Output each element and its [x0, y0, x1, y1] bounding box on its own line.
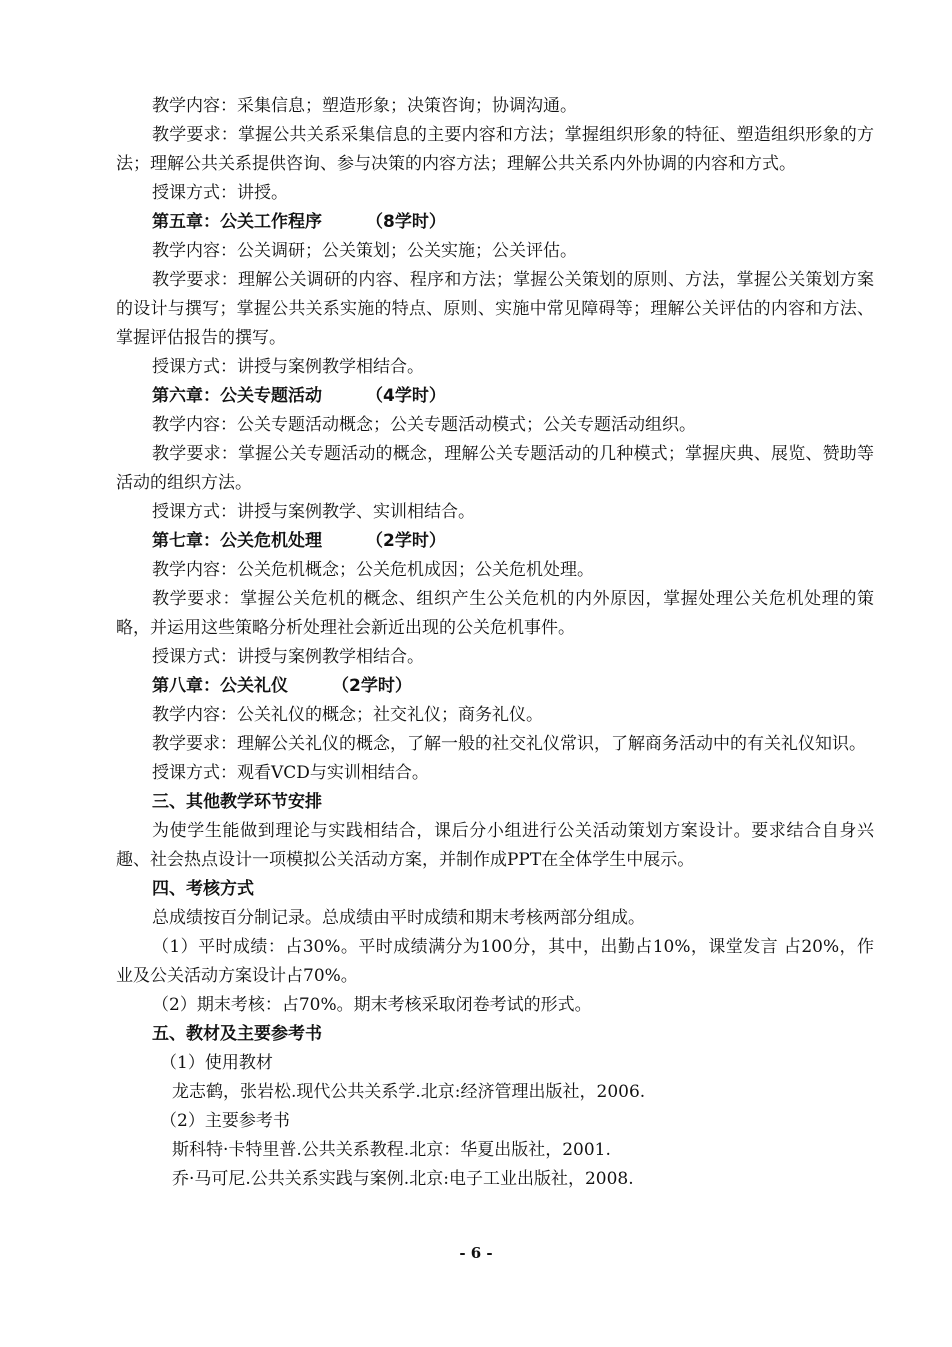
teaching-content-ch4: 教学内容：采集信息；塑造形象；决策咨询；协调沟通。: [152, 96, 577, 116]
page-number: - 6 -: [459, 1244, 493, 1262]
teaching-content-ch5: 教学内容：公关调研；公关策划；公关实施；公关评估。: [152, 241, 577, 261]
chapter-5-title: 第五章：公关工作程序: [152, 212, 322, 232]
textbook-label: （1）使用教材: [160, 1053, 273, 1073]
teaching-content-ch8: 教学内容：公关礼仪的概念；社交礼仪；商务礼仪。: [152, 705, 543, 725]
chapter-6-heading: [116, 382, 874, 411]
chapter-5-heading: [116, 208, 874, 237]
chapter-6-hours: （4学时）: [366, 386, 446, 406]
teaching-content-ch6: 教学内容：公关专题活动概念；公关专题活动模式；公关专题活动组织。: [152, 415, 696, 435]
teaching-requirements-ch7: 教学要求：掌握公关危机的概念、组织产生公关危机的内外原因，掌握处理公关危机处理的策略，并运用这些策略分析处理社会新近出现的公关危机事件。: [116, 589, 874, 638]
other-teaching-paragraph: 为使学生能做到理论与实践相结合，课后分小组进行公关活动策划方案设计。要求结合自身兴趣、社会热点设计一项模拟公关活动方案，并制作成PPT在全体学生中展示。: [116, 821, 874, 870]
teaching-method-ch7: 授课方式：讲授与案例教学相结合。: [152, 647, 424, 667]
teaching-method-ch5: 授课方式：讲授与案例教学相结合。: [152, 357, 424, 377]
chapter-5-hours: （8学时）: [366, 212, 446, 232]
chapter-8-heading: [116, 672, 874, 701]
grading-final: （2）期末考核：占70%。期末考核采取闭卷考试的形式。: [152, 995, 592, 1015]
chapter-7-hours: （2学时）: [366, 531, 446, 551]
chapter-8-hours: （2学时）: [332, 676, 412, 696]
teaching-method-ch8: 授课方式：观看VCD与实训相结合。: [152, 763, 429, 783]
reference-entry-2: 乔·马可尼.公共关系实践与案例.北京:电子工业出版社，2008.: [172, 1169, 634, 1189]
teaching-requirements-ch6: 教学要求：掌握公关专题活动的概念，理解公关专题活动的几种模式；掌握庆典、展览、赞助等活动的组织方法。: [116, 444, 874, 493]
section-3-heading: 三、其他教学环节安排: [152, 792, 322, 812]
grading-overview: 总成绩按百分制记录。总成绩由平时成绩和期末考核两部分组成。: [152, 908, 645, 928]
section-4-heading: 四、考核方式: [152, 879, 254, 899]
teaching-requirements-ch8: 教学要求：理解公关礼仪的概念，了解一般的社交礼仪常识，了解商务活动中的有关礼仪知识。: [152, 734, 866, 754]
grading-regular: （1）平时成绩：占30%。平时成绩满分为100分，其中，出勤占10%，课堂发言 占20%，作业及公关活动方案设计占70%。: [116, 937, 874, 986]
chapter-8-title: 第八章：公关礼仪: [152, 676, 288, 696]
document-body: [116, 92, 874, 1194]
textbook-entry: 龙志鹤，张岩松.现代公共关系学.北京:经济管理出版社，2006.: [172, 1082, 646, 1102]
teaching-requirements-ch4: 教学要求：掌握公共关系采集信息的主要内容和方法；掌握组织形象的特征、塑造组织形象的方法；理解公共关系提供咨询、参与决策的内容方法；理解公共关系内外协调的内容和方式。: [116, 125, 874, 174]
references-label: （2）主要参考书: [160, 1111, 290, 1131]
chapter-7-heading: [116, 527, 874, 556]
teaching-content-ch7: 教学内容：公关危机概念；公关危机成因；公关危机处理。: [152, 560, 594, 580]
chapter-7-title: 第七章：公关危机处理: [152, 531, 322, 551]
chapter-6-title: 第六章：公关专题活动: [152, 386, 322, 406]
section-5-heading: 五、教材及主要参考书: [152, 1024, 322, 1044]
teaching-method-ch6: 授课方式：讲授与案例教学、实训相结合。: [152, 502, 475, 522]
reference-entry-1: 斯科特·卡特里普.公共关系教程.北京：华夏出版社，2001.: [172, 1140, 611, 1160]
teaching-method-ch4: 授课方式：讲授。: [152, 183, 288, 203]
teaching-requirements-ch5: 教学要求：理解公关调研的内容、程序和方法；掌握公关策划的原则、方法，掌握公关策划方案的设计与撰写；掌握公共关系实施的特点、原则、实施中常见障碍等；理解公关评估的内容和方法、掌握评估报告的撰写。: [116, 270, 874, 348]
